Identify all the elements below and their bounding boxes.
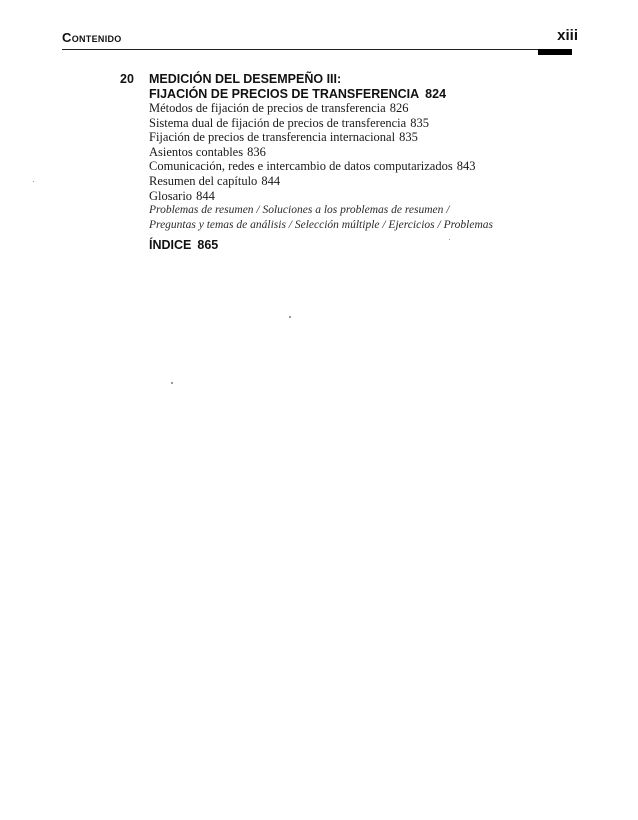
toc-entry-page: 843 [456, 159, 476, 174]
chapter-title-line-2 [149, 87, 446, 102]
toc-entry-page: 826 [389, 101, 409, 115]
toc-entry [149, 145, 493, 160]
index-page: 865 [197, 238, 219, 252]
toc-entry [149, 101, 493, 116]
toc-entry-title: Resumen del capítulo [149, 173, 258, 188]
toc-entry-title: Glosario [149, 188, 193, 203]
chapter-page: 824 [425, 87, 447, 101]
toc-entry-title: Sistema dual de fijación de precios de transferencia [149, 115, 407, 130]
running-head: Contenido [62, 30, 122, 45]
toc-entry [149, 189, 493, 204]
scan-speck [33, 181, 34, 182]
chapter-number: 20 [120, 72, 134, 86]
toc-entry-title: Métodos de fijación de precios de transferencia [149, 101, 386, 115]
toc-entry-title: Asientos contables [149, 144, 244, 159]
header-rule-block [538, 49, 572, 55]
toc-entry-page: 835 [399, 130, 418, 145]
chapter-entries [149, 101, 493, 232]
toc-entry-page: 836 [247, 144, 266, 159]
scan-speck [171, 382, 173, 384]
chapter-title-line-1: MEDICIÓN DEL DESEMPEÑO III: [149, 72, 342, 86]
toc-entry-title: Fijación de precios de transferencia internacional [149, 130, 396, 145]
index-heading [149, 238, 218, 252]
toc-entry [149, 174, 493, 189]
header-rule [62, 49, 572, 50]
chapter-title [149, 72, 446, 102]
page-number: xiii [557, 27, 578, 44]
exercises-line-2: Preguntas y temas de análisis / Selección múltiple / Ejercicios / Problemas [149, 218, 493, 231]
exercises-line-1: Problemas de resumen / Soluciones a los problemas de resumen / [149, 204, 450, 217]
toc-entry [149, 116, 493, 131]
toc-entry-page: 844 [196, 188, 215, 203]
toc-entry [149, 159, 493, 174]
toc-entry-page: 844 [261, 173, 281, 188]
scan-speck [289, 316, 291, 318]
chapter-title-text: FIJACIÓN DE PRECIOS DE TRANSFERENCIA [149, 87, 420, 101]
toc-entry [149, 130, 493, 145]
index-title: ÍNDICE [149, 238, 192, 252]
toc-entry-title: Comunicación, redes e intercambio de datos computarizados [149, 159, 453, 174]
toc-entry-page: 835 [410, 115, 429, 130]
scan-speck [449, 239, 450, 240]
